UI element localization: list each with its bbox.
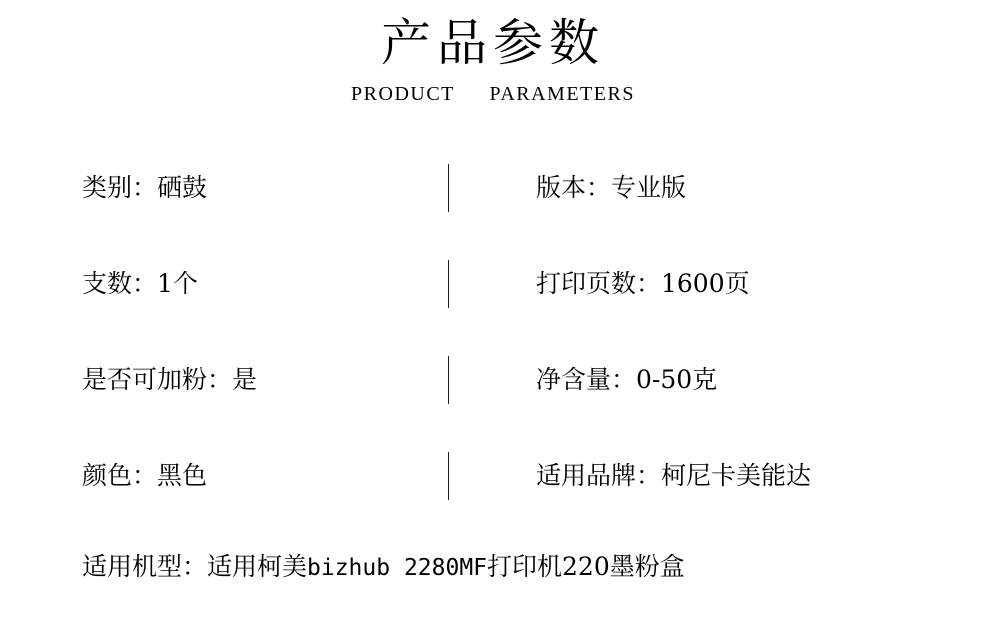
param-print-pages: 打印页数：1600页 [536, 269, 750, 298]
applicable-model-row [0, 524, 986, 610]
param-category: 类别：硒鼓 [82, 173, 208, 202]
table-row [82, 140, 926, 236]
applicable-model-label: 适用机型：适用柯美 [82, 551, 308, 581]
row-divider [448, 164, 449, 212]
applicable-model-suffix: 打印机220墨粉盒 [487, 551, 685, 581]
row-divider [448, 356, 449, 404]
param-net-content: 净含量：0-50克 [536, 365, 718, 394]
subtitle-word-product: PRODUCT [351, 83, 455, 105]
param-quantity: 支数：1个 [82, 269, 198, 298]
page-subtitle [0, 82, 986, 106]
row-divider [448, 452, 449, 500]
param-applicable-model [82, 550, 685, 585]
row-divider [448, 260, 449, 308]
param-color: 颜色：黑色 [82, 461, 208, 490]
applicable-model-code: bizhub 2280MF [307, 554, 488, 581]
page-title: 产品参数 [381, 14, 605, 72]
param-refillable: 是否可加粉：是 [82, 365, 258, 394]
page-header [0, 0, 986, 106]
parameter-table [0, 140, 986, 524]
param-applicable-brand: 适用品牌：柯尼卡美能达 [536, 461, 812, 490]
subtitle-word-parameters: PARAMETERS [489, 83, 635, 105]
table-row [82, 332, 926, 428]
table-row [82, 236, 926, 332]
param-version: 版本：专业版 [536, 173, 687, 202]
table-row [82, 428, 926, 524]
